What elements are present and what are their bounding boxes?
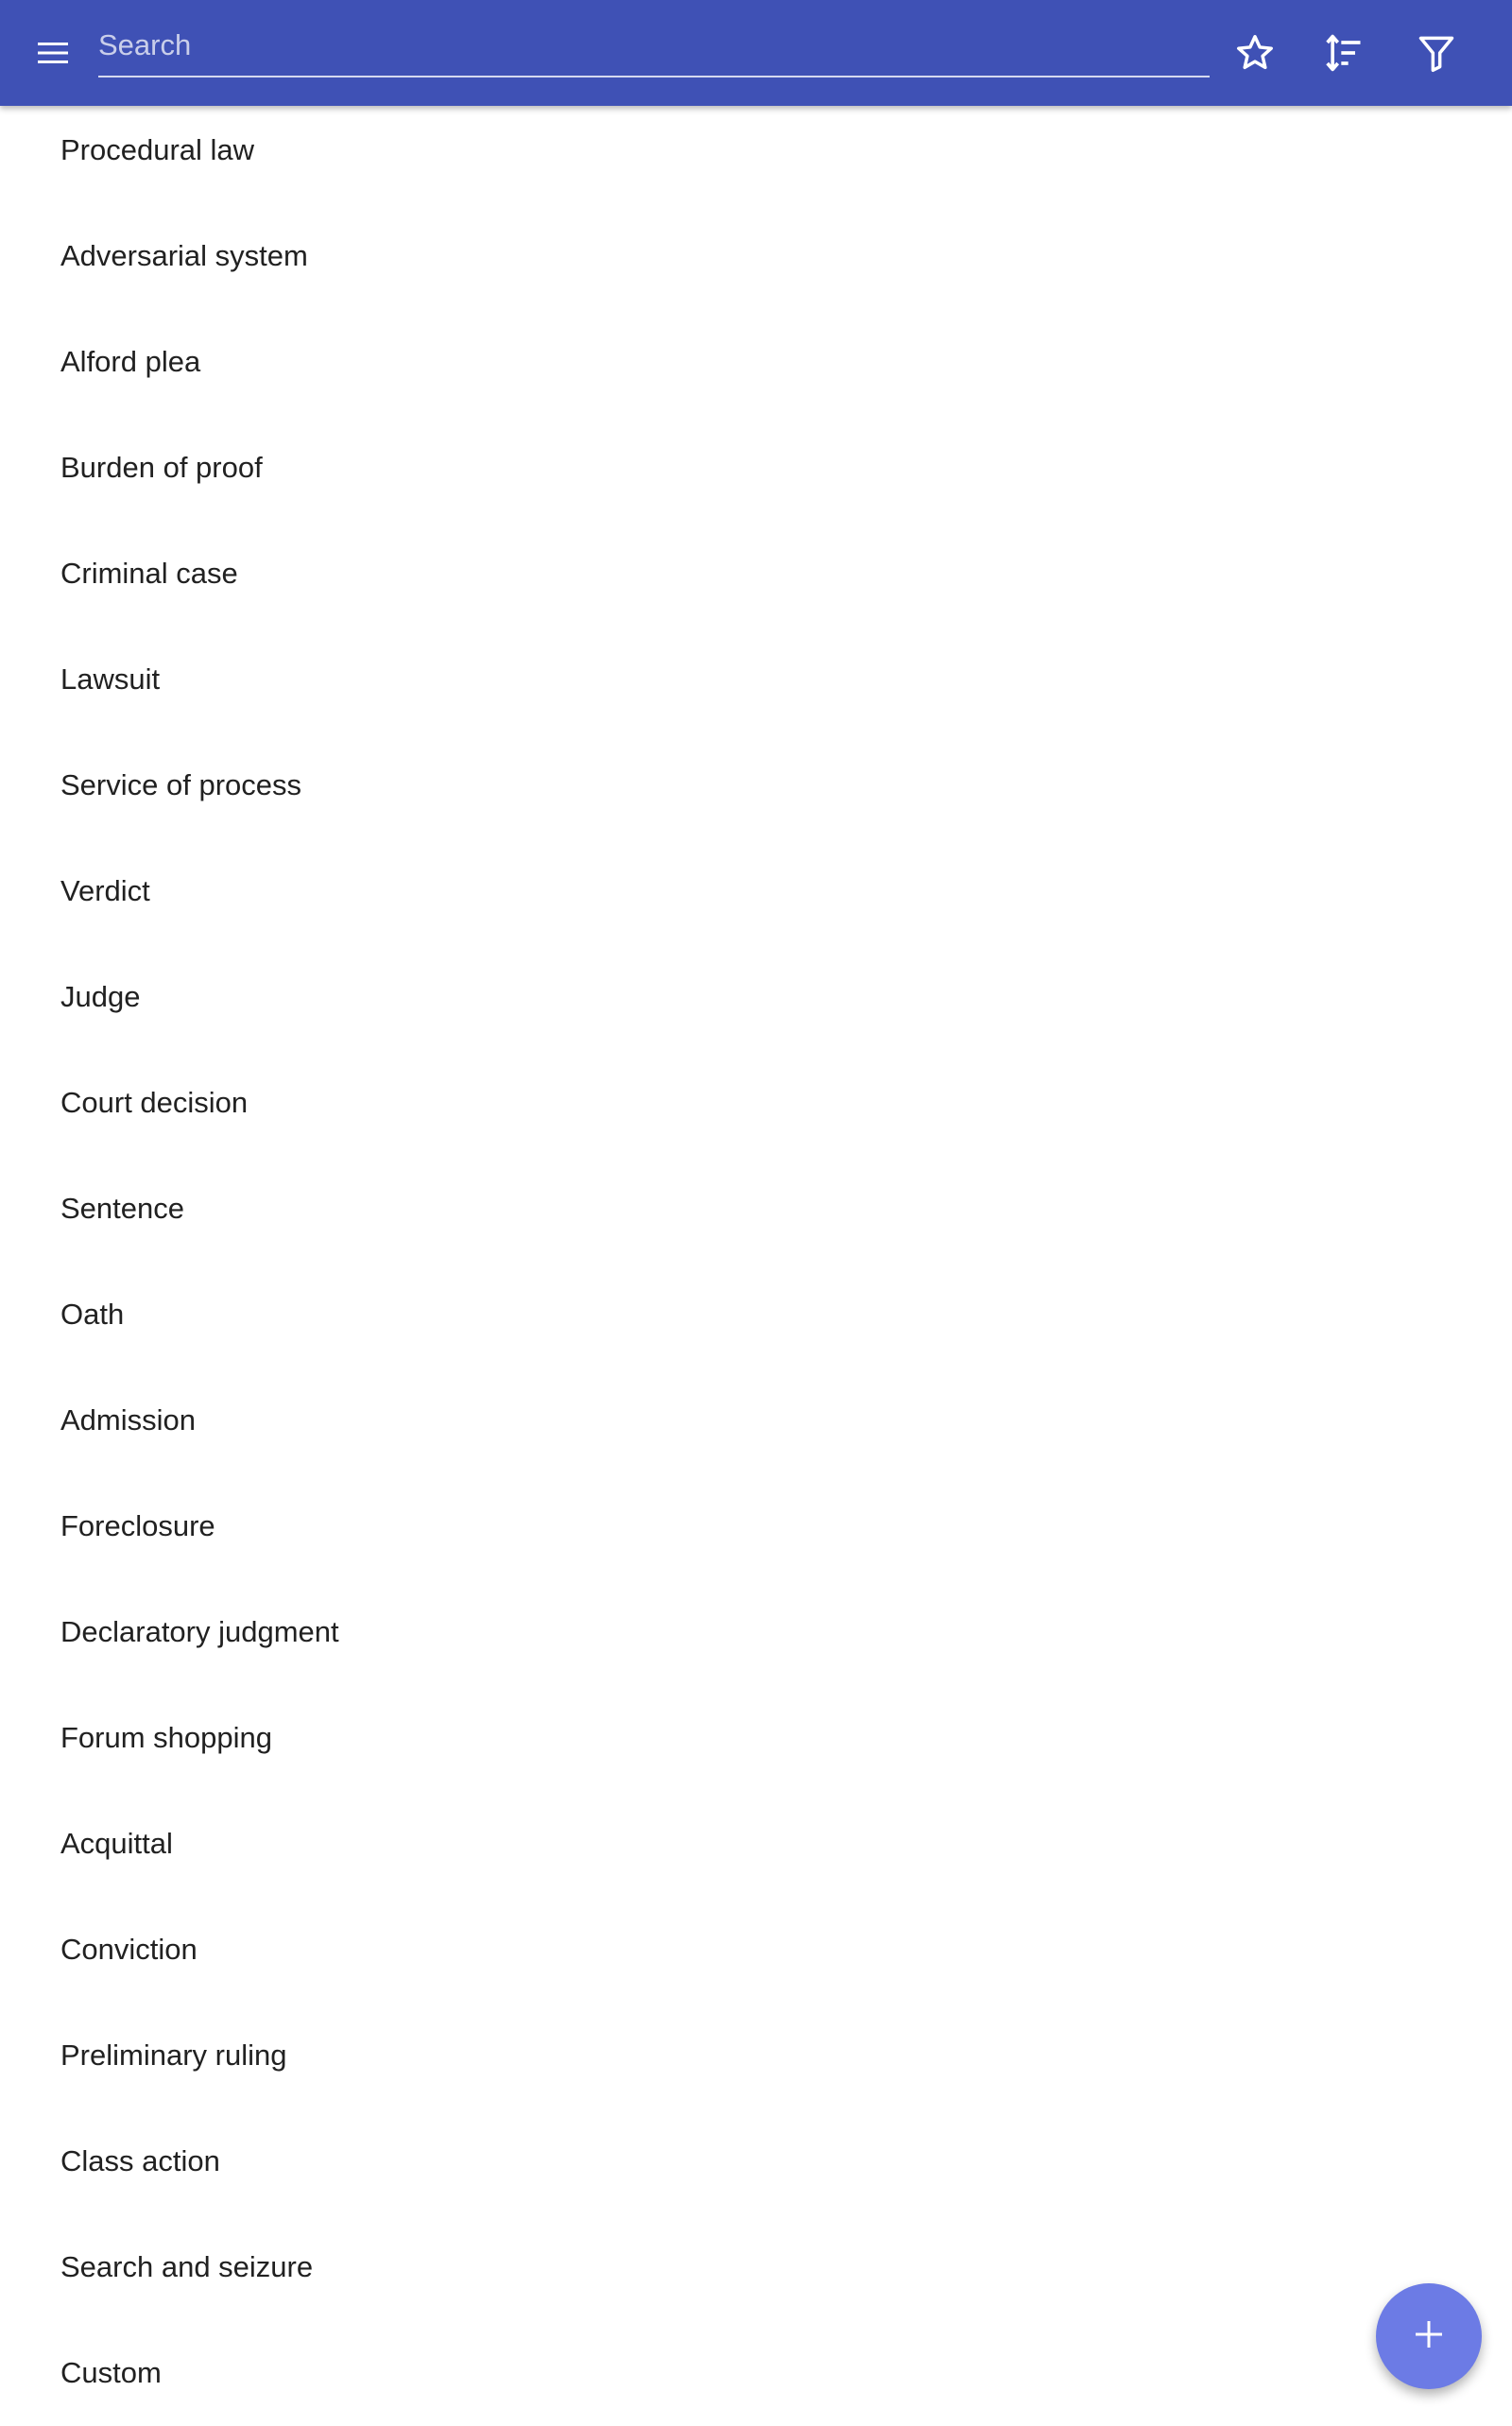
list-item[interactable]: Sentence [60,1192,184,1225]
sort-icon [1324,32,1366,74]
list-item[interactable]: Court decision [60,1086,249,1119]
list-item[interactable]: Criminal case [60,557,238,590]
list-item[interactable]: Procedural law [60,133,255,166]
star-icon [1234,32,1276,74]
list-item[interactable]: Admission [60,1403,196,1437]
term-list [0,97,1512,2426]
filter-icon [1416,32,1457,74]
search-field [98,21,1210,77]
list-item[interactable]: Preliminary ruling [60,2039,287,2072]
list-item[interactable]: Search and seizure [60,2250,314,2283]
list-item[interactable]: Verdict [60,874,150,907]
list-item[interactable]: Service of process [60,768,301,801]
list-item[interactable]: Judge [60,980,141,1013]
add-button[interactable] [1376,2283,1482,2389]
menu-icon [34,34,72,72]
list-item[interactable]: Custom [60,2356,162,2389]
list-item[interactable]: Conviction [60,1933,198,1966]
list-item[interactable]: Declaratory judgment [60,1615,339,1648]
search-input[interactable] [98,21,1210,70]
list-item[interactable]: Forum shopping [60,1721,273,1754]
app-bar [0,0,1512,106]
favorites-button[interactable] [1217,15,1293,91]
list-item[interactable]: Acquittal [60,1827,173,1860]
list-item[interactable]: Alford plea [60,345,201,378]
list-item[interactable]: Lawsuit [60,662,161,696]
filter-button[interactable] [1399,15,1474,91]
list-item[interactable]: Adversarial system [60,239,308,272]
list-item[interactable]: Class action [60,2144,220,2177]
list-item[interactable]: Burden of proof [60,451,263,484]
menu-button[interactable] [15,15,91,91]
plus-icon [1410,2315,1448,2358]
list-item[interactable]: Foreclosure [60,1509,215,1542]
sort-button[interactable] [1307,15,1383,91]
list-item[interactable]: Oath [60,1298,125,1331]
